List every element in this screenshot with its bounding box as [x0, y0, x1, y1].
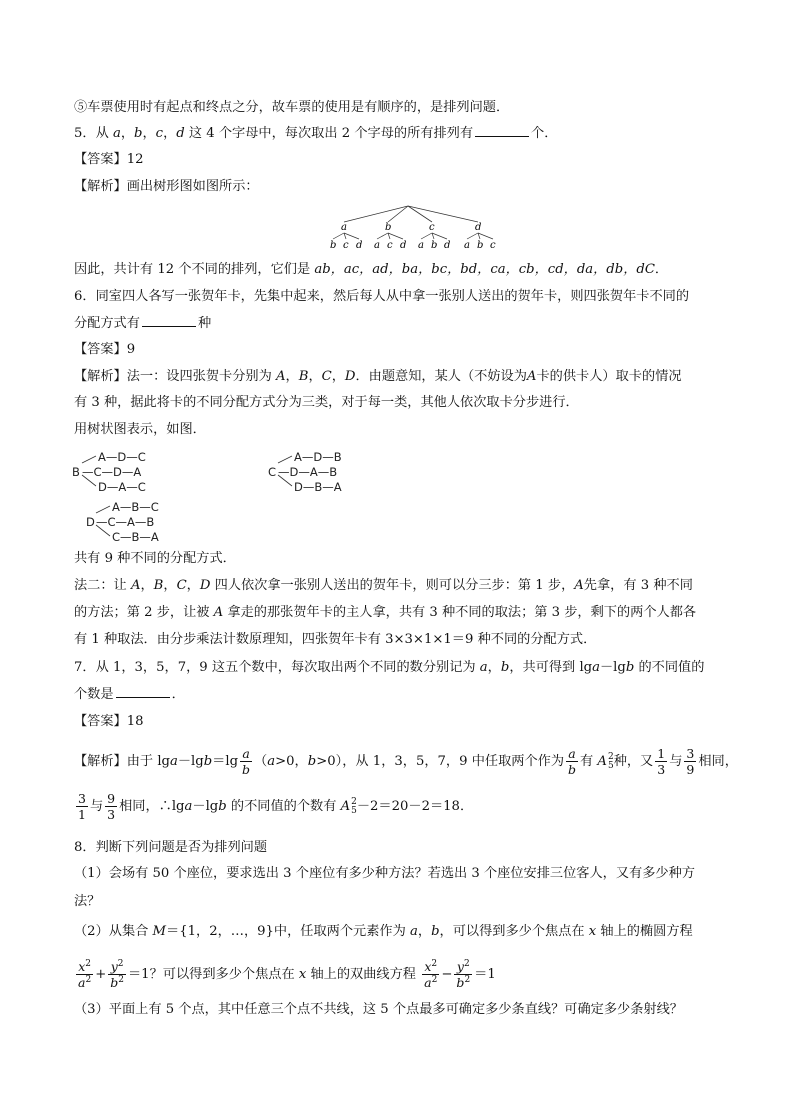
tree-leaf: c	[490, 240, 496, 251]
tree-edge	[421, 233, 432, 239]
question-8-title: 8．判断下列问题是否为排列问题	[74, 840, 268, 855]
tree-edge	[377, 233, 388, 239]
answer-6: 【答案】9	[74, 342, 136, 357]
analysis-6-line3: 用树状图表示，如图．	[74, 422, 206, 437]
analysis-6-line2: 有 3 种，据此将卡的不同分配方式分为三类，对于每一类，其他人依次取卡分步进行．	[74, 395, 579, 410]
tree-diagram-letters	[318, 202, 496, 252]
tree-leaf: a	[464, 240, 470, 251]
question-7-line2: 个数是 ．	[74, 687, 185, 702]
analysis-6-line1: 【解析】法一：设四张贺卡分别为 A，B，C，D．由题意知，某人（不妨设为A卡的供卡人）取卡的情况	[74, 369, 682, 384]
tree-edge	[388, 233, 403, 239]
prev-item-5: ⑤车票使用时有起点和终点之分，故车票的使用是有顺序的，是排列问题．	[74, 100, 510, 115]
analysis-7-line2: $\frac{3}{1}$ 与 $\frac{9}{3}$ 相同，∴lga－lgb 的不同值的个数有 A 2 5 －2＝20－2＝18．	[78, 791, 474, 822]
method2-line3: 有 1 种取法．由分步乘法计数原理知，四张贺年卡有 3×3×1×1＝9 种不同的分配方式．	[74, 632, 597, 647]
analysis-7-line1: 【解析】由于 lga－lgb＝lg $\frac{a}{b}$ （a>0，b>0），从 1，3，5，7，9 中任取两个作为 $\frac{a}{b}$ 有 A 2 5 种，又 $\frac{1}{3}$ 与 $\frac{3}{9}$ 相同，	[74, 746, 738, 777]
question-8-part2-line2: $\frac{x^2}{a^2}$ + $\frac{y^2}{b^2}$ ＝1？可以得到多少个焦点在 x 轴上的双曲线方程 $\frac{x^2}{a^2}$ − $\frac{y^2}{b^2}$ ＝1	[78, 958, 496, 990]
tree-root-c: c	[429, 222, 435, 233]
tree-root-b: b	[385, 222, 392, 233]
question-8-part2-line1: （2）从集合 M＝{1，2，…，9}中，任取两个元素作为 a，b，可以得到多少个焦点在 x 轴上的椭圆方程	[74, 924, 693, 939]
tree-leaf: c	[343, 240, 349, 251]
tree-edge	[333, 233, 344, 239]
tree-leaf: d	[356, 240, 363, 251]
question-8-part1-line2: 法？	[74, 894, 101, 909]
fraction-a-over-b: $\frac{a}{b}$	[242, 746, 251, 777]
tree-leaf: d	[400, 240, 407, 251]
tree-d: D A—B—C —C—A—B C—B—A	[86, 500, 159, 544]
tree-leaf: b	[330, 240, 337, 251]
tree-c: C A—D—B —D—A—B D—B—A	[268, 450, 342, 494]
tree-leaf: c	[387, 240, 393, 251]
question-5: 5．从 a，b，c，d 这 4 个字母中，每次取出 2 个字母的所有排列有 个．	[74, 126, 558, 141]
tree-root-a: a	[341, 222, 347, 233]
tree-edge	[467, 233, 478, 239]
method2-line2: 的方法；第 2 步，让被 A 拿走的那张贺年卡的主人拿，共有 3 种不同的取法；第 3 步，剩下的两个人都各	[74, 605, 697, 620]
tree-leaf: a	[418, 240, 424, 251]
tree-root-d: d	[475, 222, 482, 233]
answer-5: 【答案】12	[74, 152, 144, 167]
tree-b: B A—D—C —C—D—A D—A—C	[72, 450, 146, 494]
question-8-part3: （3）平面上有 5 个点，其中任意三个点不共线，这 5 个点最多可确定多少条直线？可确定多少条射线？	[74, 1002, 683, 1017]
tree-edge	[344, 233, 359, 239]
answer-7: 【答案】18	[74, 714, 144, 729]
total-6: 共有 9 种不同的分配方式．	[74, 551, 236, 566]
tree-leaf: d	[444, 240, 451, 251]
question-6-line2: 分配方式有 种	[74, 316, 212, 331]
ellipse-x-term: $\frac{x^2}{a^2}$	[78, 958, 92, 990]
tree-edge	[432, 233, 447, 239]
analysis-5: 【解析】画出树形图如图所示：	[74, 179, 259, 194]
answer-blank	[475, 124, 529, 137]
question-7-line1: 7．从 1，3，5，7，9 这五个数中，每次取出两个不同的数分别记为 a，b，共可得到 lga－lgb 的不同值的	[74, 660, 705, 675]
conclusion-5: 因此，共计有 12 个不同的排列，它们是 ab，ac，ad，ba，bc，bd，ca，cb，cd，da，db，dC．	[74, 262, 669, 277]
tree-edge	[478, 233, 493, 239]
question-8-part1-line1: （1）会场有 50 个座位，要求选出 3 个座位有多少种方法？若选出 3 个座位安排三位客人，又有多少种方	[74, 866, 695, 881]
tree-leaf: a	[374, 240, 380, 251]
tree-leaf: b	[431, 240, 438, 251]
question-6-line1: 6．同室四人各写一张贺年卡，先集中起来，然后每人从中拿一张别人送出的贺年卡，则四张贺年卡不同的	[74, 289, 690, 304]
tree-leaf: b	[477, 240, 484, 251]
ellipse-y-term: $\frac{y^2}{b^2}$	[110, 958, 124, 990]
method2-line1: 法二：让 A，B，C，D 四人依次拿一张别人送出的贺年卡，则可以分三步：第 1 步，A先拿，有 3 种不同	[74, 578, 693, 593]
